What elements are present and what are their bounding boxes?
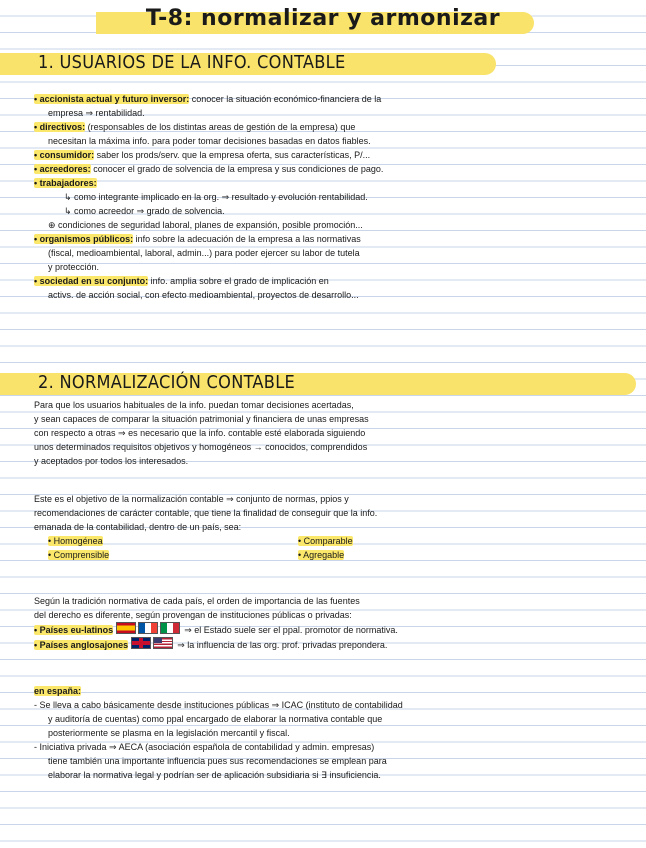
text-line: y auditoría de cuentas) como ppal encargado de elaborar la normativa contable que (48, 714, 383, 724)
section1-heading: 1. USUARIOS DE LA INFO. CONTABLE (38, 52, 346, 73)
quality-item: • Agregable (298, 550, 345, 560)
list-item: • directivos: (responsables de los distintas areas de gestión de la empresa) que (34, 122, 356, 132)
quality-item: • Homogénea (48, 536, 103, 546)
paragraph-tradition (34, 594, 632, 652)
text-line: Este es el objetivo de la normalización contable ⇒ conjunto de normas, ppios y (34, 494, 349, 504)
text-line: recomendaciones de carácter contable, que tiene la finalidad de conseguir que la info. (34, 508, 378, 518)
list-item: ↳ como integrante implicado en la org. ⇒ resultado y evolución rentabilidad. (64, 192, 368, 202)
text-line: tiene también una importante influencia pues sus recomendaciones se emplean para (48, 756, 387, 766)
list-item: ↳ como acreedor ⇒ grado de solvencia. (64, 206, 225, 216)
list-item: • trabajadores: (34, 178, 97, 188)
france-flag-icon (138, 622, 158, 634)
italy-flag-icon (160, 622, 180, 634)
text-line: y aceptados por todos los interesados. (34, 456, 189, 466)
list-item: ⊕ condiciones de seguridad laboral, planes de expansión, posible promoción... (48, 220, 363, 230)
text-line: elaborar la normativa legal y podrían ser de aplicación subsidiaria si ∃ insuficiencia. (48, 770, 381, 780)
spain-heading: en españa: (34, 686, 82, 696)
text-line: - Iniciativa privada ⇒ AECA (asociación española de contabilidad y admin. empresas) (34, 742, 375, 752)
text-line: y sean capaces de comparar la situación patrimonial y financiera de unas empresas (34, 414, 369, 424)
qualities-list (34, 548, 632, 562)
list-item: • consumidor: saber los prods/serv. que la empresa oferta, sus características, P/... (34, 150, 371, 160)
list-item: activs. de acción social, con efecto medioambiental, proyectos de desarrollo... (48, 290, 359, 300)
text-line: unos determinados requisitos objetivos y homogéneos → conocidos, comprendidos (34, 442, 368, 452)
list-item: necesitan la máxima info. para poder tomar decisiones basadas en datos fiables. (48, 136, 371, 146)
text-line: - Se lleva a cabo básicamente desde instituciones públicas ⇒ ICAC (instituto de contabilidad (34, 700, 403, 710)
text-line: Para que los usuarios habituales de la info. puedan tomar decisiones acertadas, (34, 400, 354, 410)
text-line: posteriormente se plasma en la legislación mercantil y fiscal. (48, 728, 290, 738)
paragraph-users (34, 398, 632, 468)
qualities-list (34, 534, 632, 548)
list-item: • Países eu-latinos ⇒ el Estado suele ser el ppal. promotor de normativa. (34, 622, 632, 637)
quality-item: • Comparable (298, 536, 353, 546)
list-item: • organismos públicos: info sobre la adecuación de la empresa a las normativas (34, 234, 361, 244)
list-item: • sociedad en su conjunto: info. amplia sobre el grado de implicación en (34, 276, 329, 286)
list-item: (fiscal, medioambiental, laboral, admin...) para poder ejercer su labor de tutela (48, 248, 360, 258)
page-title: T-8: normalizar y armonizar (145, 6, 501, 31)
uk-flag-icon (131, 637, 151, 649)
list-item: • Países anglosajones ⇒ la influencia de las org. prof. privadas prepondera. (34, 637, 632, 652)
list-item: y protección. (48, 262, 100, 272)
paragraph-spain (34, 684, 632, 782)
quality-item: • Comprensible (48, 550, 110, 560)
spain-flag-icon (116, 622, 136, 634)
usa-flag-icon (153, 637, 173, 649)
text-line: del derecho es diferente, según provengan de instituciones públicas o privadas: (34, 610, 352, 620)
list-item: empresa ⇒ rentabilidad. (48, 108, 145, 118)
users-list (34, 92, 632, 302)
list-item: • acreedores: conocer el grado de solvencia de la empresa y sus condiciones de pago. (34, 164, 384, 174)
section2-heading: 2. NORMALIZACIÓN CONTABLE (38, 372, 296, 393)
list-item: • accionista actual y futuro inversor: conocer la situación económico-financiera de la (34, 94, 382, 104)
text-line: emanada de la contabilidad, dentro de un país, sea: (34, 522, 242, 532)
text-line: Según la tradición normativa de cada país, el orden de importancia de las fuentes (34, 596, 360, 606)
text-line: con respecto a otras ⇒ es necesario que la info. contable esté elaborada siguiendo (34, 428, 366, 438)
paragraph-objective (34, 492, 632, 562)
